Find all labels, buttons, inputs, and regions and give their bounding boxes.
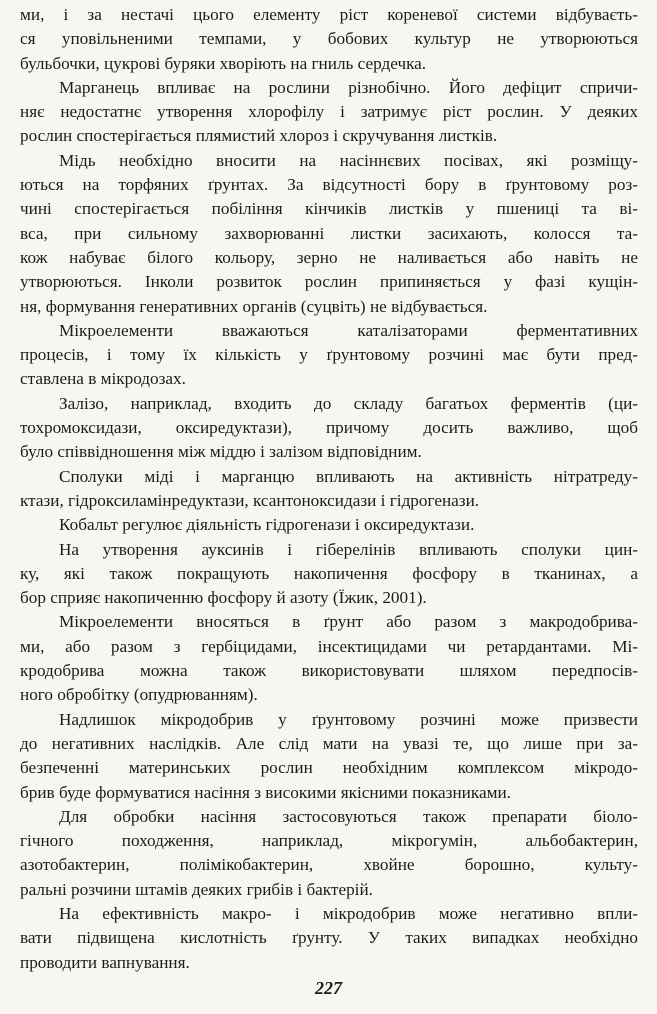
text-line: ми, або разом з гербіцидами, інсектицидами чи ретардантами. Мі-: [20, 636, 638, 656]
text-line: бор сприяє накопиченню фосфору й азоту (Їжик, 2001).: [20, 588, 427, 608]
text-line: Надлишок мікродобрив у ґрунтовому розчині може призвести: [59, 709, 638, 729]
paragraph: [20, 513, 638, 537]
paragraph: [20, 76, 638, 149]
text-line: Мікроелементи вносяться в ґрунт або разом з макродобрива-: [59, 612, 638, 632]
paragraph: [20, 902, 638, 975]
text-line: тохромоксидази, оксиредуктази), причому досить важливо, щоб: [20, 418, 638, 438]
text-line: Залізо, наприклад, входить до складу багатьох ферментів (ци-: [59, 393, 638, 413]
text-line: азотобактерин, полімікобактерин, хвойне борошно, культу-: [20, 855, 638, 875]
paragraph: [20, 3, 638, 76]
text-line: На ефективність макро- і мікродобрив може негативно впли-: [59, 903, 638, 923]
text-line: ного обробітку (опудрюванням).: [20, 685, 258, 705]
text-line: гічного походження, наприклад, мікрогумін, альбобактерин,: [20, 831, 638, 851]
text-line: вати підвищена кислотність ґрунту. У таких випадках необхідно: [20, 928, 638, 948]
text-line: ються на торфяних ґрунтах. За відсутності бору в ґрунтовому роз-: [20, 175, 638, 195]
text-line: чині спостерігається побіління кінчиків листків у пшениці та ві-: [20, 199, 638, 219]
text-line: бульбочки, цукрові буряки хворіють на гниль сердечка.: [20, 53, 427, 73]
paragraph: [20, 465, 638, 514]
text-line: брив буде формуватися насіння з високими якісними показниками.: [20, 782, 511, 802]
page-number: 227: [315, 978, 342, 998]
text-line: ня, формування генеративних органів (суцвіть) не відбувається.: [20, 296, 488, 316]
paragraph: [20, 319, 638, 392]
text-line: проводити вапнування.: [20, 952, 190, 972]
paragraph: [20, 149, 638, 319]
paragraph: [20, 708, 638, 805]
text-line: утворюються. Інколи розвиток рослин припиняється у фазі кущін-: [20, 272, 638, 292]
text-line: ся уповільненими темпами, у бобових культур не утворюються: [20, 29, 638, 49]
text-line: ми, і за нестачі цього елементу ріст кореневої системи відбуваєть-: [20, 5, 638, 24]
text-line: Марганець впливає на рослини різнобічно. Його дефіцит спричи-: [59, 77, 638, 97]
page-body: [20, 3, 638, 975]
text-line: ральні розчини штамів деяких грибів і бактерій.: [20, 879, 373, 899]
paragraph: [20, 805, 638, 902]
paragraph: [20, 392, 638, 465]
text-line: Кобальт регулює діяльність гідрогенази і оксиредуктази.: [59, 515, 475, 535]
text-line: Сполуки міді і марганцю впливають на активність нітратреду-: [59, 466, 638, 486]
text-line: Мідь необхідно вносити на насіннєвих посівах, які розміщу-: [59, 150, 638, 170]
text-line: няє недостатнє утворення хлорофілу і затримує ріст рослин. У деяких: [20, 102, 638, 122]
paragraph: [20, 610, 638, 707]
text-line: процесів, і тому їх кількість у ґрунтовому розчині має бути пред-: [20, 345, 638, 365]
text-line: На утворення ауксинів і гіберелінів впливають сполуки цин-: [59, 539, 638, 559]
text-line: безпеченні материнських рослин необхідним комплексом мікродо-: [20, 758, 638, 778]
text-line: ку, які також покращують накопичення фосфору в тканинах, а: [20, 563, 638, 583]
text-line: кож набуває білого кольору, зерно не наливається або навіть не: [20, 247, 638, 267]
text-line: Для обробки насіння застосовуються також препарати біоло-: [59, 806, 638, 826]
text-line: рослин спостерігається плямистий хлороз і скручування листків.: [20, 126, 498, 146]
text-line: вса, при сильному захворюванні листки засихають, колосся та-: [20, 223, 638, 243]
text-line: кродобрива можна також використовувати шляхом передпосів-: [20, 661, 638, 681]
text-line: ставлена в мікродозах.: [20, 369, 186, 389]
text-line: ктази, гідроксиламінредуктази, ксантоноксидази і гідрогенази.: [20, 490, 480, 510]
text-line: було співвідношення між міддю і залізом відповідним.: [20, 442, 422, 462]
paragraph: [20, 538, 638, 611]
text-line: Мікроелементи вважаються каталізаторами ферментативних: [59, 320, 638, 340]
text-line: до негативних наслідків. Але слід мати на увазі те, що лише при за-: [20, 733, 638, 753]
